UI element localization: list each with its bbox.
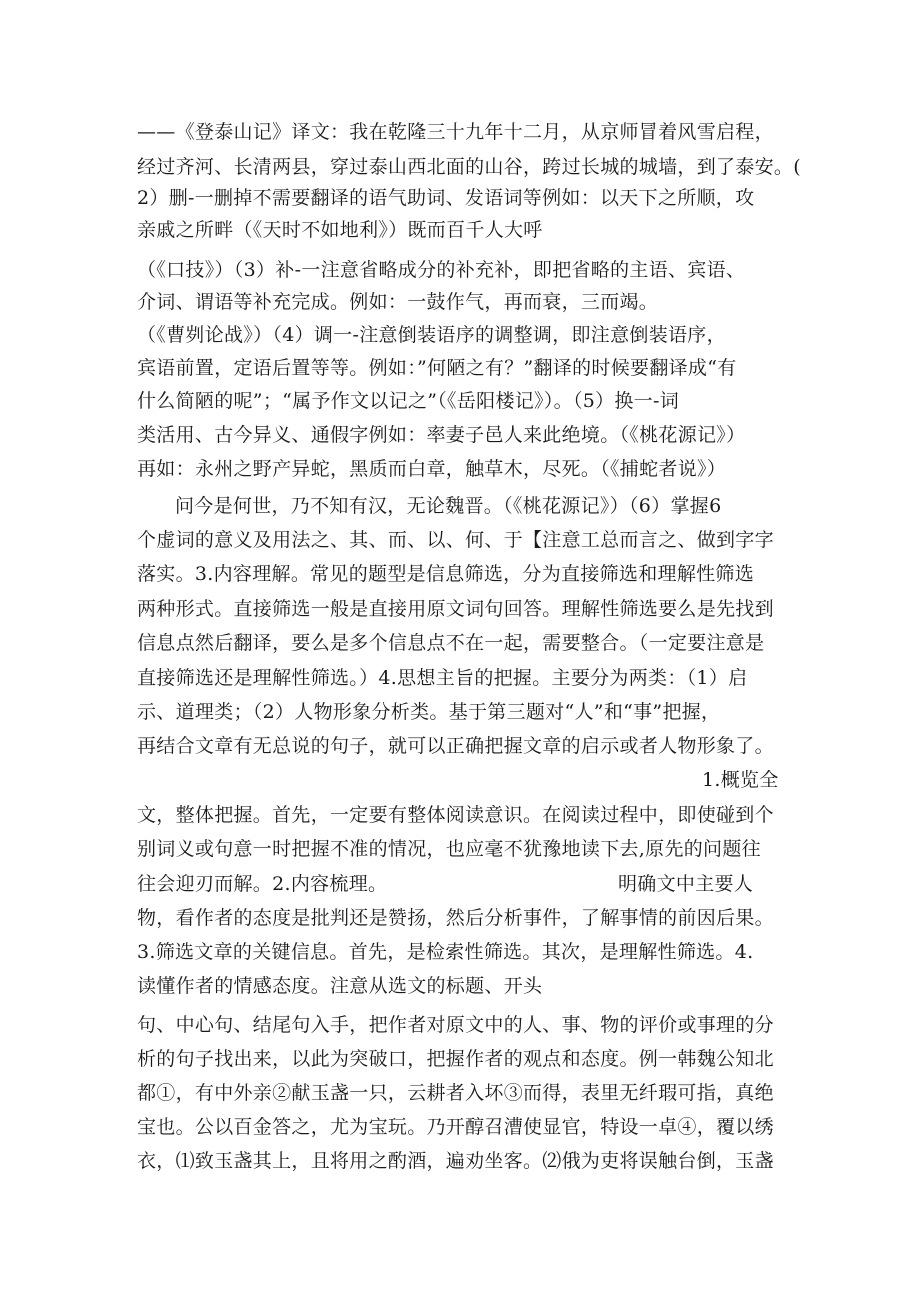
text-line: 个虚词的意义及用法之、其、而、以、何、于【注意工总而言之、做到字字 bbox=[137, 529, 774, 551]
text-line: 宝也。公以百金答之，尤为宝玩。乃开醇召漕使显官，特设一卓④，覆以绣 bbox=[137, 1116, 774, 1138]
text-line: 2）删-一删掉不需要翻译的语气助词、发语词等例如：以天下之所顺，攻 bbox=[137, 187, 755, 209]
text-line: 文，整体把握。首先，一定要有整体阅读意识。在阅读过程中，即使碰到个 bbox=[137, 804, 774, 826]
text-line: ——《登泰山记》译文：我在乾隆三十九年十二月，从京师冒着风雪启程， bbox=[137, 121, 774, 143]
text-line: 类活用、古今异义、通假字例如：率妻子邑人来此绝境。（《桃花源记》） bbox=[137, 424, 746, 446]
text-line: 再结合文章有无总说的句子，就可以正确把握文章的启示或者人物形象了。 bbox=[137, 735, 774, 757]
text-line: 亲戚之所畔（《天时不如地利》）既而百千人大呼 bbox=[137, 219, 543, 241]
text-line: 析的句子找出来，以此为突破口，把握作者的观点和态度。例一韩魏公知北 bbox=[137, 1048, 774, 1070]
text-line: 示、道理类；（2）人物形象分析类。基于第三题对“人”和“事”把握， bbox=[137, 701, 721, 723]
text-line: 句、中心句、结尾句入手，把作者对原文中的人、事、物的评价或事理的分 bbox=[137, 1014, 774, 1036]
text-line: 再如：永州之野产异蛇，黑质而白章，触草木，尽死。（《捕蛇者说》） bbox=[137, 458, 727, 480]
text-line: 衣，⑴致玉盏其上，且将用之酌酒，遍劝坐客。⑵俄为吏将误触台倒，玉盏 bbox=[137, 1150, 774, 1172]
text-line: 别词义或句意一时把握不准的情况，也应毫不犹豫地读下去,原先的问题往 bbox=[137, 838, 761, 860]
text-line: 信息点然后翻译，要么是多个信息点不在一起，需要整合。（一定要注意是 bbox=[137, 632, 765, 654]
text-line: 经过齐河、长清两县，穿过泰山西北面的山谷，跨过长城的城墙，到了泰安。( bbox=[137, 156, 801, 178]
text-line: 明确文中主要人 bbox=[618, 873, 754, 895]
text-line: 物，看作者的态度是批判还是赞扬，然后分析事件，了解事情的前因后果。 bbox=[137, 907, 774, 929]
text-line: 什么简陋的呢”；“属予作文以记之”（《岳阳楼记》）。（5）换一-词 bbox=[137, 390, 680, 412]
text-line: 落实。3.内容理解。常见的题型是信息筛选，分为直接筛选和理解性筛选 bbox=[137, 563, 755, 585]
text-line: 宾语前置，定语后置等等。例如：”何陋之有？”翻译的时候要翻译成“有 bbox=[137, 357, 737, 379]
text-line: 介词、谓语等补充完成。例如：一鼓作气，再而衰，三而竭。 bbox=[137, 291, 659, 313]
text-line: 1.概览全 bbox=[702, 769, 779, 791]
text-line: （《曹刿论战》）（4）调一-注意倒装语序的调整调，即注意倒装语序， bbox=[137, 324, 726, 346]
text-line: 都①，有中外亲②献玉盏一只，云耕者入坏③而得，表里无纤瑕可指，真绝 bbox=[137, 1082, 774, 1104]
text-line: 3.筛选文章的关键信息。首先，是检索性筛选。其次，是理解性筛选。4. bbox=[137, 941, 754, 963]
text-line: 往会迎刃而解。2.内容梳理。 bbox=[137, 873, 388, 895]
text-line: （《口技》）（3）补-一注意省略成分的补充补，即把省略的主语、宾语、 bbox=[137, 259, 746, 281]
text-line: 直接筛选还是理解性筛选。）4.思想主旨的把握。主要分为两类：（1）启 bbox=[137, 667, 748, 689]
text-line: 问今是何世，乃不知有汉，无论魏晋。（《桃花源记》）（6）掌握6 bbox=[175, 495, 722, 517]
text-line: 读懂作者的情感态度。注意从选文的标题、开头 bbox=[137, 975, 543, 997]
text-line: 两种形式。直接筛选一般是直接用原文词句回答。理解性筛选要么是先找到 bbox=[137, 598, 774, 620]
